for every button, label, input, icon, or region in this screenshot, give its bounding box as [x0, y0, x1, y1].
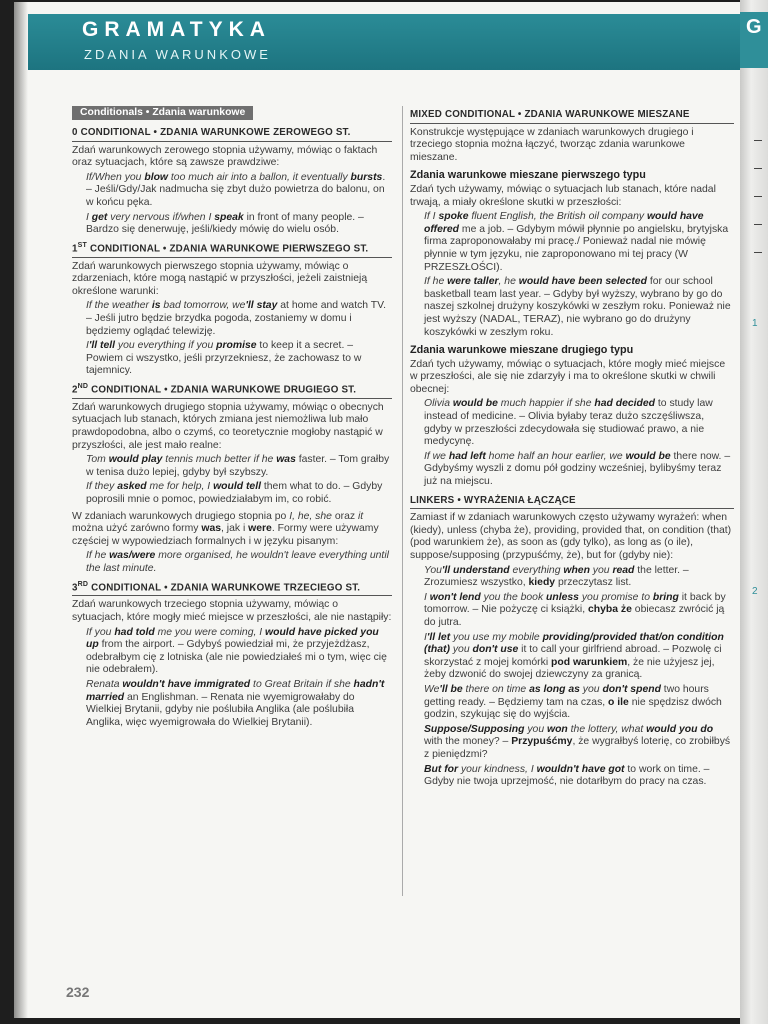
- third-conditional-heading: 3RD CONDITIONAL • ZDANIA WARUNKOWE TRZECIEGO ST.: [72, 579, 392, 597]
- next-page-header-letter: G: [746, 16, 762, 38]
- linkers-heading: LINKERS • WYRAŻENIA ŁĄCZĄCE: [410, 495, 734, 510]
- example: If they asked me for help, I would tell them what to do. – Gdyby poprosili mnie o pomoc, powiedziałabym im, co robić.: [86, 481, 383, 505]
- next-page-mark: [754, 140, 762, 141]
- mixed-type1-heading: Zdania warunkowe mieszane pierwszego typu: [410, 169, 646, 182]
- example: I'll tell you everything if you promise to keep it a secret. – Powiem ci wszystko, jeśli przyrzekniesz, że zachowasz to w tajemnicy.: [86, 340, 362, 377]
- example: If/When you blow too much air into a ballon, it eventually bursts. – Jeśli/Gdy/Jak nadmucha się zbyt dużo powietrza do balonu, on w końcu pęka.: [86, 171, 386, 208]
- mixed-type1-intro: Zdań tych używamy, mówiąc o sytuacjach lub stanach, które nadal trwają, a miały określone skutki w przeszłości:: [410, 183, 716, 208]
- second-conditional-heading: 2ND CONDITIONAL • ZDANIA WARUNKOWE DRUGIEGO ST.: [72, 381, 392, 399]
- example: If he was/were more organised, he wouldn't leave everything until the last minute.: [86, 550, 389, 574]
- example: I'll let you use my mobile providing/provided that/on condition (that) you don't use it to call your girlfriend abroad. – Pozwolę ci skorzystać z mojej komórki pod warunkiem, że nie użyjesz jej, żeby dzwonić do swojej dziewczyny za granicą.: [424, 631, 724, 681]
- second-conditional-note: W zdaniach warunkowych drugiego stopnia po I, he, she oraz it można użyć zarówno formy was, jak i were. Formy were używamy częściej w wypowiedziach formalnych i w języku pisanym:: [72, 510, 379, 547]
- example: If I spoke fluent English, the British oil company would have offered me a job. – Gdybym mówił płynnie po angielsku, brytyjska firma zaproponowałaby mi pracę./ Ponieważ nadal nie mówię płynnie w tym języku, nie zaproponowano mi tej pracy (W PRZESZŁOŚCI).: [424, 211, 729, 273]
- header-subtitle: ZDANIA WARUNKOWE: [84, 47, 271, 62]
- next-page-number-1: 1: [752, 318, 758, 329]
- conditionals-box-title: Conditionals • Zdania warunkowe: [72, 106, 253, 120]
- header-title: GRAMATYKA: [82, 18, 271, 41]
- example: We'll be there on time as long as you don't spend two hours getting ready. – Będziemy tam na czas, o ile nie spędzisz dwóch godzin, szykując się do wyjścia.: [424, 683, 722, 721]
- mixed-type2-heading: Zdania warunkowe mieszane drugiego typu: [410, 344, 634, 357]
- example: Olivia would be much happier if she had decided to study law instead of medicine. – Olivia byłaby teraz dużo szczęśliwsza, gdyby w przeszłości zdecydowała się studiować prawo, a nie medycynę.: [424, 398, 713, 448]
- page-number: 232: [66, 984, 90, 1000]
- next-page-mark: [754, 224, 762, 225]
- column-divider: [402, 106, 403, 896]
- mixed-type2-intro: Zdań tych używamy, mówiąc o sytuacjach, które mogły mieć miejsce w przeszłości, ale się nie zdarzyły i ma to określone skutki w chwili obecnej:: [410, 358, 726, 395]
- example: I get very nervous if/when I speak in front of many people. – Bardzo się denerwuję, jeśli/kiedy mówię do wielu osób.: [86, 211, 364, 236]
- next-page-mark: [754, 196, 762, 197]
- example: But for your kindness, I wouldn't have got to work on time. – Gdyby nie twoja uprzejmość, nie dotarłbym do pracy na czas.: [424, 763, 710, 788]
- second-conditional-intro: Zdań warunkowych drugiego stopnia używamy, mówiąc o obecnych sytuacjach lub stanach, których zmiana jest niemożliwa lub mało prawdopodobna, albo o czymś, co teoretycznie mogłoby nastąpić w przyszłości, ale jest mało realne:: [72, 401, 384, 451]
- next-page-number-2: 2: [752, 586, 758, 597]
- textbook-page: [14, 2, 740, 1018]
- section-header: [28, 14, 740, 70]
- zero-conditional-heading: 0 CONDITIONAL • ZDANIA WARUNKOWE ZEROWEGO ST.: [72, 127, 392, 142]
- left-column: [72, 106, 392, 731]
- first-conditional-intro: Zdań warunkowych pierwszego stopnia używamy, mówiąc o zdarzeniach, które mogą nastąpić w przyszłości, jeżeli zaistnieją określone warunki:: [72, 260, 368, 297]
- next-page-mark: [754, 168, 762, 169]
- example: If he were taller, he would have been selected for our school basketball team last year. – Gdyby był wyższy, wybrano by go do naszej szkolnej drużyny koszykówki w zeszłym roku. Ponieważ nie jest wyższy (NADAL, TERAZ), nie wybrano go do drużyny koszykówki w zeszłym roku.: [424, 276, 731, 338]
- example: If you had told me you were coming, I would have picked you up from the airport. – Gdybyś powiedział mi, że przyjeżdżasz, odebrałbym cię z lotniska (ale nie powiedziałeś mi o tym, więc cię nie odebrałem).: [86, 626, 387, 676]
- example: You'll understand everything when you read the letter. – Zrozumiesz wszystko, kiedy przeczytasz list.: [424, 564, 689, 589]
- example: Suppose/Supposing you won the lottery, what would you do with the money? – Przypuśćmy, że wygrałbyś loterię, co zrobiłbyś z pieniędzmi?: [424, 723, 731, 760]
- example: Tom would play tennis much better if he was faster. – Tom grałby w tenisa dużo lepiej, gdyby był szybszy.: [86, 454, 390, 478]
- next-page-edge: [740, 0, 768, 1024]
- first-conditional-heading: 1ST CONDITIONAL • ZDANIA WARUNKOWE PIERWSZEGO ST.: [72, 240, 392, 258]
- mixed-conditional-heading: MIXED CONDITIONAL • ZDANIA WARUNKOWE MIESZANE: [410, 109, 734, 124]
- example: Renata wouldn't have immigrated to Great Britain if she hadn't married an Englishman. – Renata nie wyemigrowałaby do Wielkiej Brytanii, gdyby nie poślubiła Anglika (ale poślubiła Anglika, więc wyemigrowała do Wielkiej Brytanii).: [86, 678, 385, 728]
- example: If the weather is bad tomorrow, we'll stay at home and watch TV. – Jeśli jutro będzie brzydka pogoda, zostaniemy w domu i będziemy oglądać telewizję.: [86, 300, 386, 337]
- mixed-conditional-intro: Konstrukcje występujące w zdaniach warunkowych drugiego i trzeciego stopnia można łączyć, tworząc zdania warunkowe mieszane.: [410, 126, 694, 163]
- right-column: [410, 106, 734, 791]
- linkers-intro: Zamiast if w zdaniach warunkowych często używamy wyrażeń: when (kiedy), unless (chyba że), providing, provided that, on condition (that) (pod warunkiem że), as soon as (gdy tylko), as long as (o ile), suppose/supposing (przypuśćmy, że), but for (gdyby nie):: [410, 512, 732, 561]
- example: I won't lend you the book unless you promise to bring it back by tomorrow. – Nie pożyczę ci książki, chyba że obiecasz zwrócić ją do jutra.: [424, 591, 726, 628]
- example: If we had left home half an hour earlier, we would be there now. – Gdybyśmy wyszli z domu pół godziny wcześniej, bylibyśmy teraz już na miejscu.: [424, 450, 731, 488]
- zero-conditional-intro: Zdań warunkowych zerowego stopnia używamy, mówiąc o faktach oraz sytuacjach, które są zawsze prawdziwe:: [72, 144, 378, 169]
- next-page-mark: [754, 252, 762, 253]
- third-conditional-intro: Zdań warunkowych trzeciego stopnia używamy, mówiąc o sytuacjach, które mogły mieć miejsce w przeszłości, ale nie nastąpiły:: [72, 599, 392, 623]
